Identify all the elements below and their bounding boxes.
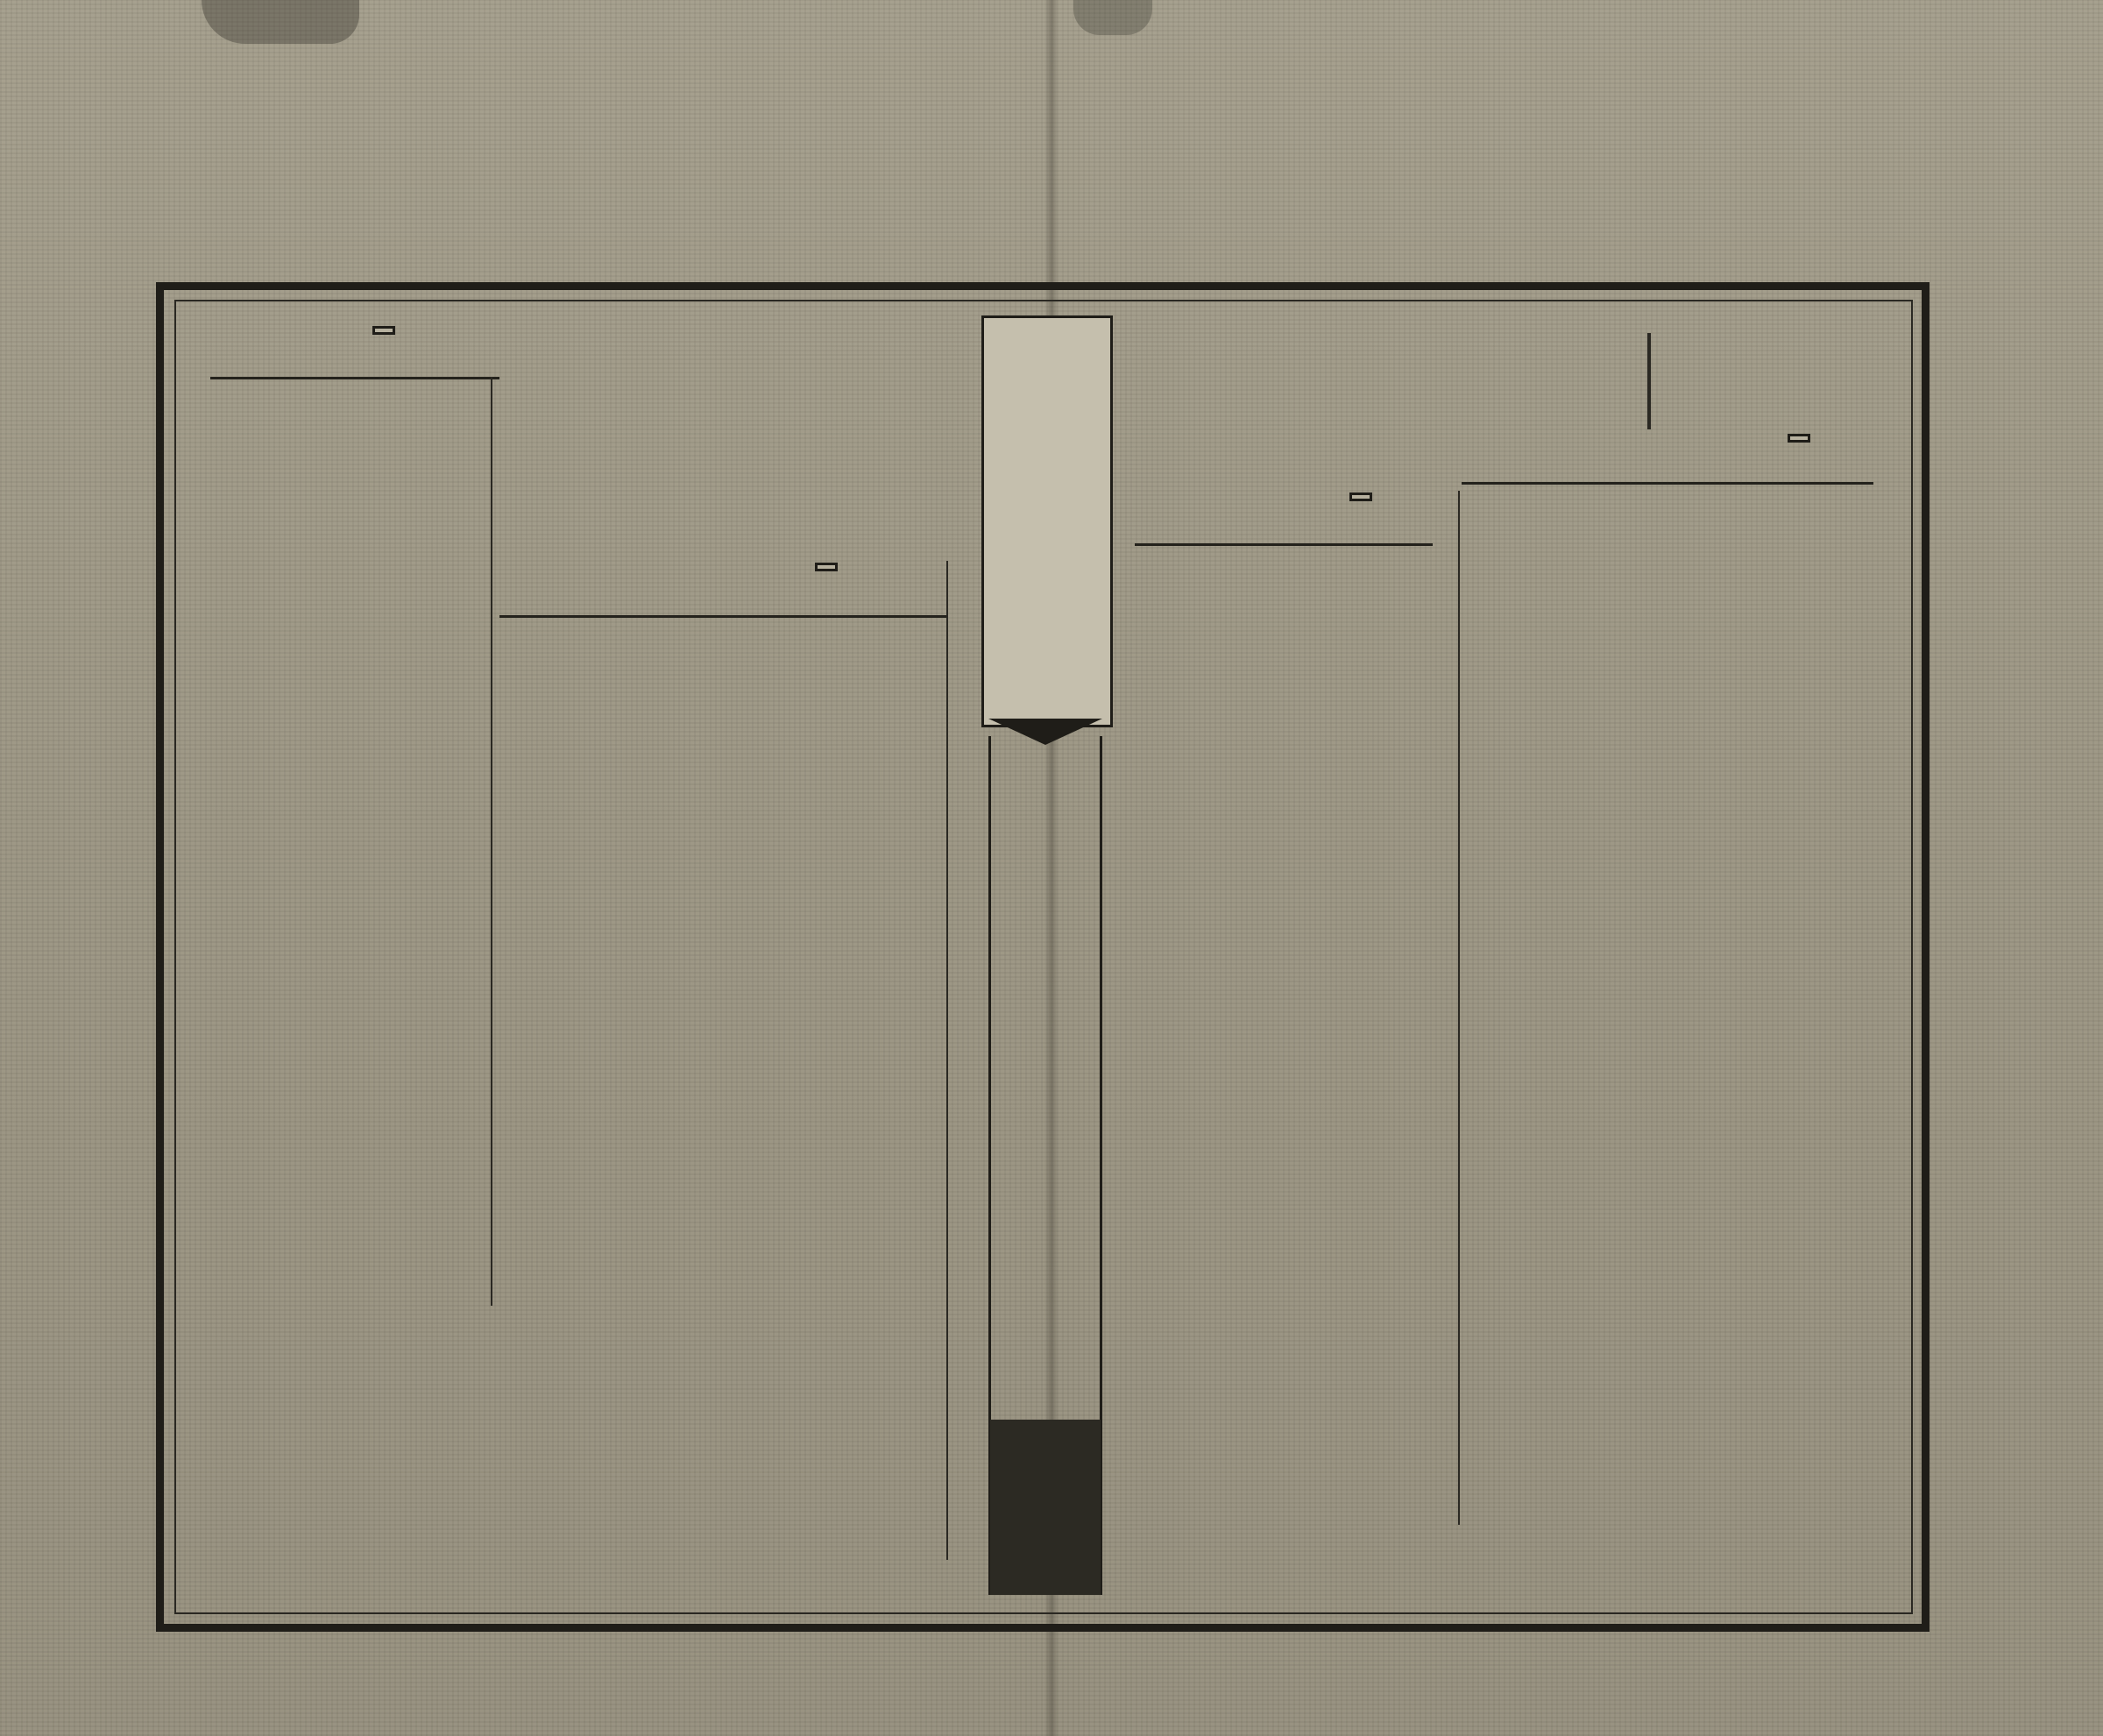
title-block bbox=[981, 315, 1113, 727]
lineage-tick bbox=[1647, 333, 1651, 429]
generation-tab bbox=[815, 563, 838, 571]
stain bbox=[202, 0, 359, 44]
lineage-line bbox=[210, 377, 499, 379]
generation-tab bbox=[372, 326, 395, 335]
lineage-vertical bbox=[1458, 491, 1460, 1525]
lineage-line bbox=[499, 615, 946, 618]
generation-tab bbox=[1349, 492, 1372, 501]
lineage-vertical bbox=[491, 377, 492, 1306]
generation-tab bbox=[1788, 434, 1810, 443]
hall-seal bbox=[990, 1420, 1101, 1595]
stain bbox=[1073, 0, 1152, 35]
lineage-line bbox=[1135, 543, 1433, 546]
lineage-line bbox=[1462, 482, 1873, 485]
lineage-vertical bbox=[946, 561, 948, 1560]
